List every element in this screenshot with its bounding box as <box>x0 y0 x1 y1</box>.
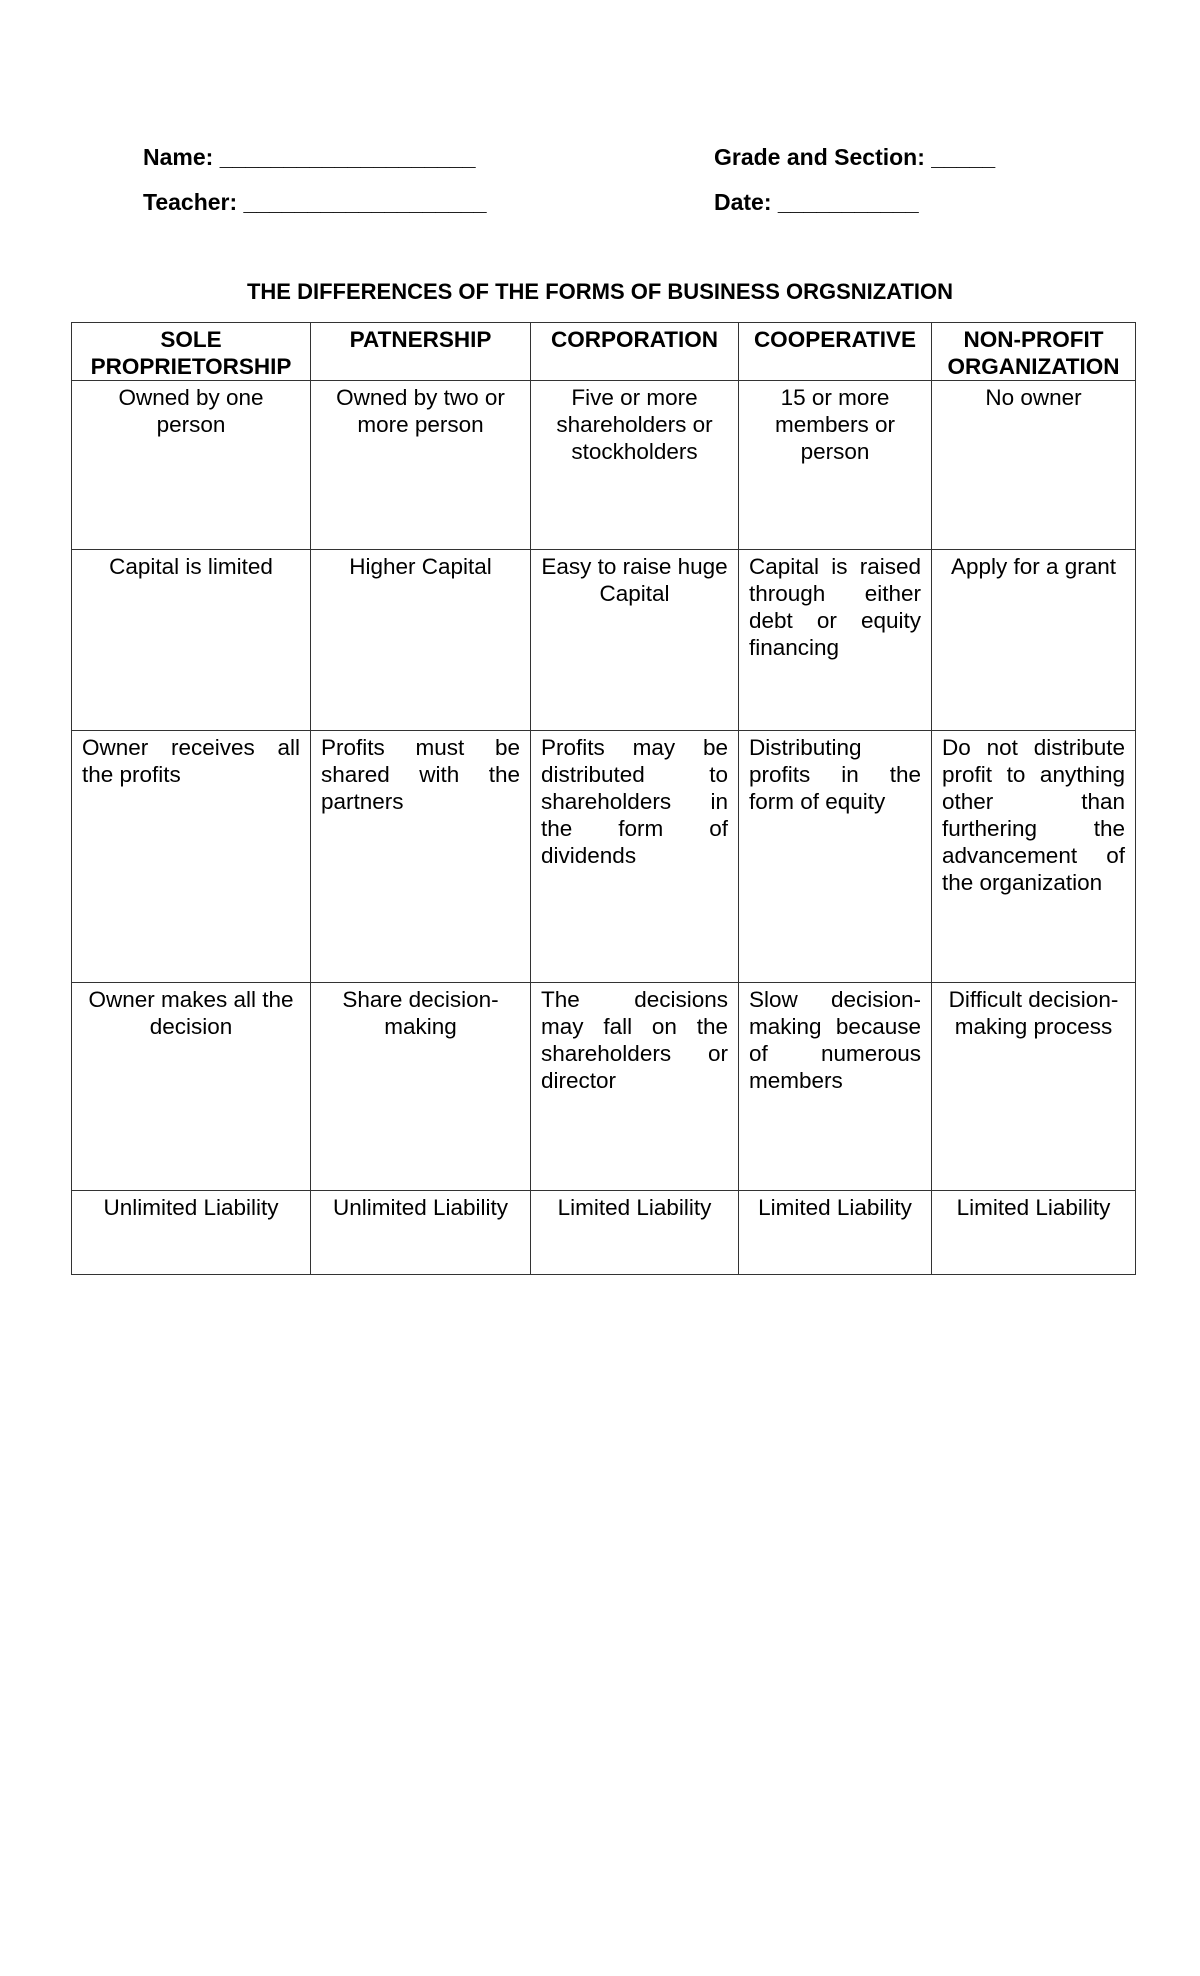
table-cell: Slow decision-making because of numerous members <box>739 983 932 1191</box>
table-cell: Capital is limited <box>72 550 311 731</box>
table-cell: Limited Liability <box>531 1191 739 1275</box>
table-cell: Profits must be shared with the partners <box>311 731 531 983</box>
table-cell: Unlimited Liability <box>72 1191 311 1275</box>
table-cell: Owned by two or more person <box>311 381 531 550</box>
grade-section-field[interactable]: Grade and Section: _____ <box>714 144 996 170</box>
table-cell: Limited Liability <box>739 1191 932 1275</box>
table-row <box>72 550 1136 731</box>
table-row <box>72 983 1136 1191</box>
document-title: THE DIFFERENCES OF THE FORMS OF BUSINESS ORGSNIZATION <box>246 279 954 304</box>
column-header-non-profit: NON-PROFIT ORGANIZATION <box>932 323 1136 381</box>
table-cell: No owner <box>932 381 1136 550</box>
table-cell: Five or more shareholders or stockholders <box>531 381 739 550</box>
table-row <box>72 381 1136 550</box>
date-field[interactable]: Date: ___________ <box>714 189 919 215</box>
column-header-partnership: PATNERSHIP <box>311 323 531 381</box>
column-header-cooperative: COOPERATIVE <box>739 323 932 381</box>
table-cell: Limited Liability <box>932 1191 1136 1275</box>
teacher-field[interactable]: Teacher: ___________________ <box>143 189 487 215</box>
name-field[interactable]: Name: ____________________ <box>143 144 476 170</box>
table-cell: Easy to raise huge Capital <box>531 550 739 731</box>
table-row <box>72 731 1136 983</box>
table-cell: Higher Capital <box>311 550 531 731</box>
table-cell: Difficult decision-making process <box>932 983 1136 1191</box>
column-header-corporation: CORPORATION <box>531 323 739 381</box>
table-cell: Capital is raised through either debt or equity financing <box>739 550 932 731</box>
table-cell: Distributing profits in the form of equity <box>739 731 932 983</box>
business-forms-table <box>71 322 1136 1275</box>
table-cell: Apply for a grant <box>932 550 1136 731</box>
table-cell: Unlimited Liability <box>311 1191 531 1275</box>
table-cell: 15 or more members or person <box>739 381 932 550</box>
table-row <box>72 1191 1136 1275</box>
table-cell: Profits may be distributed to shareholders in the form of dividends <box>531 731 739 983</box>
table-cell: Share decision-making <box>311 983 531 1191</box>
table-cell: Owned by one person <box>72 381 311 550</box>
table-cell: The decisions may fall on the shareholders or director <box>531 983 739 1191</box>
table-cell: Owner makes all the decision <box>72 983 311 1191</box>
table-cell: Owner receives all the profits <box>72 731 311 983</box>
table-header-row <box>72 323 1136 381</box>
table-cell: Do not distribute profit to anything other than furthering the advancement of the organization <box>932 731 1136 983</box>
column-header-sole-proprietorship: SOLE PROPRIETORSHIP <box>72 323 311 381</box>
